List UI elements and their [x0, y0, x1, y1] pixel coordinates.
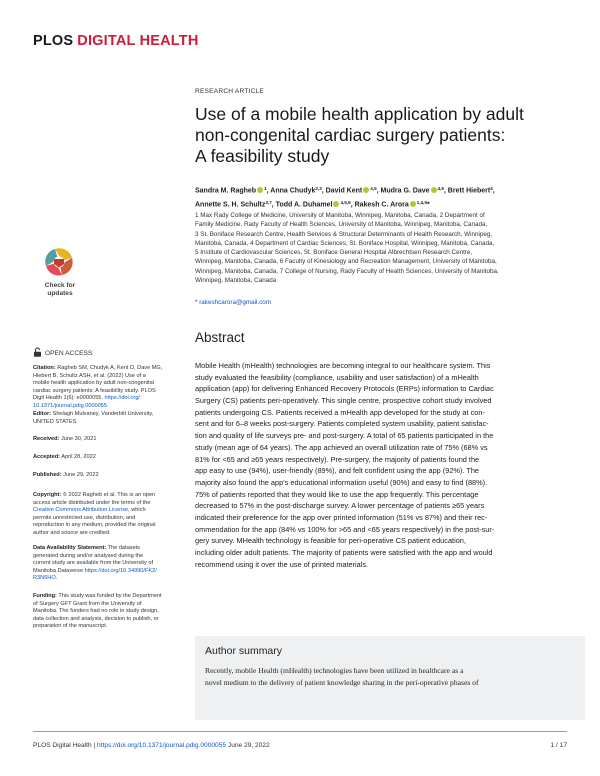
email-link[interactable]: rakeshcarora@gmail.com — [199, 299, 272, 306]
article-title — [195, 104, 575, 167]
author-affil-sup: 4,6 — [437, 186, 444, 191]
author-name[interactable]: Annette S. H. Schultz — [195, 201, 266, 208]
citation-block: Citation: Ragheb SM, Chudyk A, Kent D, Dave MG, Hiebert B, Schultz ASH, et al. (2022) Use of a mobile health application by adult non-congenital cardiac surgery patients: A feasibility study. PLOS Digit Health 1(6): e0000055. https://doi.org/ 10.1371/journal.pdig.0000055 — [33, 365, 163, 409]
author-list — [195, 183, 580, 210]
received-date: Received: June 30, 2021 — [33, 436, 97, 442]
corresponding-mark: * — [427, 201, 430, 208]
article-type: RESEARCH ARTICLE — [195, 88, 265, 95]
citation-doi-link[interactable]: https://doi.org/ — [104, 395, 140, 402]
author-name[interactable]: , Anna Chudyk — [266, 187, 316, 195]
affiliation-line: 1 Max Rady College of Medicine, University of Manitoba, Winnipeg, Manitoba, Canada, 2 Department of — [195, 212, 485, 219]
page-number: 1 / 17 — [550, 742, 567, 749]
open-access-lock-icon — [33, 347, 42, 357]
affiliation-line: Manitoba, Canada, 4 Department of Cardiac Sciences, St. Boniface Hospital, Winnipeg, Manitoba, Canada, — [195, 239, 495, 247]
footer-doi-link[interactable]: https://doi.org/10.1371/journal.pdig.0000055 — [97, 742, 227, 749]
affiliations — [195, 211, 585, 285]
author-name[interactable]: , Brett Hiebert — [443, 187, 491, 195]
dataverse-link[interactable]: https://doi.org/10.34990/FK2/ — [84, 567, 157, 574]
affiliation-line: 5 Institute of Cardiovascular Sciences, St. Boniface General Hospital Albrechtsen Research Centre, — [195, 249, 473, 257]
affiliation-line: Family Medicine, Rady Faculty of Health Sciences, University of Manitoba, Winnipeg, Manitoba, Canada, — [195, 221, 488, 229]
author-affil-sup: 3,7 — [265, 199, 272, 205]
title-line: A feasibility study — [195, 146, 330, 166]
author-affil-sup: 1,4,5 — [416, 199, 428, 205]
published-date: Published: June 29, 2022 — [33, 472, 99, 478]
open-access-label: OPEN ACCESS — [33, 347, 92, 357]
funding-block: Funding: This study was funded by the Department of Surgery GFT Grant from the University of Manitoba. The funders had no role in study design, data collection and analysis, decision to publish, or preparation of the manuscript. — [33, 593, 162, 630]
copyright-block: Copyright: © 2022 Ragheb et al. This is an open access article distributed under the terms of the Creative Commons Attribution License, which permits unrestricted use, distribution, and reproduction in any medium, provided the original author and source are credited. — [33, 492, 156, 536]
author-name[interactable]: , Rakesh C. Arora — [350, 201, 409, 208]
author-affil-sup: 4,5,6 — [340, 199, 351, 205]
data-availability-block: Data Availability Statement: The datasets generated during and/or analysed during the current study are available from the University of Manitoba Dataverse https://doi.org/10.34990/FK2/ R3N6HO. — [33, 545, 157, 582]
author-name[interactable]: , Todd A. Duhamel — [271, 201, 333, 208]
author-affil-sup: 1 — [264, 186, 267, 191]
citation-doi-link[interactable]: 10.1371/journal.pdig.0000055 — [33, 402, 108, 409]
orcid-icon[interactable] — [363, 187, 369, 193]
author-name[interactable]: , Mudra G. Dave — [376, 187, 430, 195]
corresponding-email: * rakeshcarora@gmail.com — [195, 299, 272, 306]
editor-block: Editor: Shelagh Mulvaney, Vanderbilt University, UNITED STATES — [33, 411, 154, 425]
orcid-icon[interactable] — [410, 201, 416, 207]
orcid-icon[interactable] — [257, 187, 263, 193]
author-summary-body: Recently, mobile Health (mHealth) technologies have been utilized in healthcare as a novel medium to the delivery of patient knowledge sharing in the peri-operative phases of — [205, 666, 479, 688]
author-affil-sup: 2,3 — [315, 186, 322, 191]
author-affil-sup: 4,5 — [370, 186, 377, 191]
affiliation-line: Winnipeg, Manitoba, Canada — [195, 277, 277, 285]
orcid-icon[interactable] — [333, 201, 339, 207]
author-name[interactable]: Sandra M. Ragheb — [195, 187, 257, 195]
author-affil-sup: 4 — [490, 186, 493, 191]
affiliation-line: Winnipeg, Manitoba, Canada, 7 College of Nursing, Rady Faculty of Health Sciences, University of Manitoba, — [195, 267, 499, 275]
license-link[interactable]: Creative Commons Attribution License — [33, 507, 129, 514]
title-line: Use of a mobile health application by adult — [195, 104, 524, 124]
journal-brand: PLOS — [33, 33, 74, 49]
page-footer: PLOS Digital Health | https://doi.org/10.1371/journal.pdig.0000055 June 29, 2022 — [33, 742, 270, 749]
dataverse-link[interactable]: R3N6HO — [33, 575, 56, 582]
title-line: non-congenital cardiac surgery patients: — [195, 125, 506, 145]
journal-section: DIGITAL HEALTH — [77, 33, 199, 49]
footer-divider — [33, 731, 567, 732]
abstract-heading: Abstract — [195, 330, 245, 345]
affiliation-line: 3 St. Boniface Research Centre, Health Services & Structural Determinants of Health Research, Winnipeg, — [195, 230, 493, 238]
journal-header — [33, 33, 199, 49]
abstract-body: Mobile Health (mHealth) technologies are becoming integral to our healthcare system. This study evaluated the feasibility (compliance, usability and user satisfaction) of a mHealth application (app) for delivering Enhanced Recovery Protocols (ERPs) information to Cardiac Surgery (CS) patients peri-operatively. This single centre, prospective cohort study involved patients undergoing CS. Patients received a mHealth app developed for the study at con- sent and for 6–8 weeks post-surgery. Patients completed system usability, patient satisfac- tion and quality of life surveys pre- and post-surgery. A total of 65 patients participated in the study (mean age of 64 years). The app achieved an overall utilization rate of 75% (68% vs 81% for <65 and ≥65 years respectively). Pre-surgery, the majority of patients found the app easy to use (94%), user-friendly (89%), and felt confident using the app (92%). The majority also found the app’s educational information useful (90%) and easy to find (88%). 75% of patients reported that they would like to use the app frequently. This percentage decreased to 57% in the post-discharge survey. A lower percentage of patients ≥65 years indicated their preference for the app over printed information (51% vs 87%) and their rec- ommendation for the app (84% vs 100% for >65 and <65 years respectively) in the post-sur- gery survey. MHealth technology is feasible for peri-operative CS patient education, including older adult patients. The majority of patients were satisfied with the app and would recommend using it over the use of printed materials. — [195, 361, 495, 569]
accepted-date: Accepted: April 28, 2022 — [33, 454, 96, 460]
author-line: Sandra M. Ragheb $^1$, Anna Chudyk$^{2,3}$, David Kent $^{4,5}$, Mudra G. Dave $^{4,6}$, Brett Hiebert$^4$, — [195, 186, 495, 195]
author-summary-heading: Author summary — [205, 645, 283, 657]
author-line — [195, 197, 580, 211]
orcid-icon[interactable] — [431, 187, 437, 193]
check-for-updates-label[interactable]: Check for updates — [44, 282, 76, 297]
affiliation-line: Winnipeg, Manitoba, Canada, 6 Faculty of Kinesiology and Recreation Management, University of Manitoba, — [195, 258, 497, 266]
author-name[interactable]: , David Kent — [321, 187, 363, 195]
